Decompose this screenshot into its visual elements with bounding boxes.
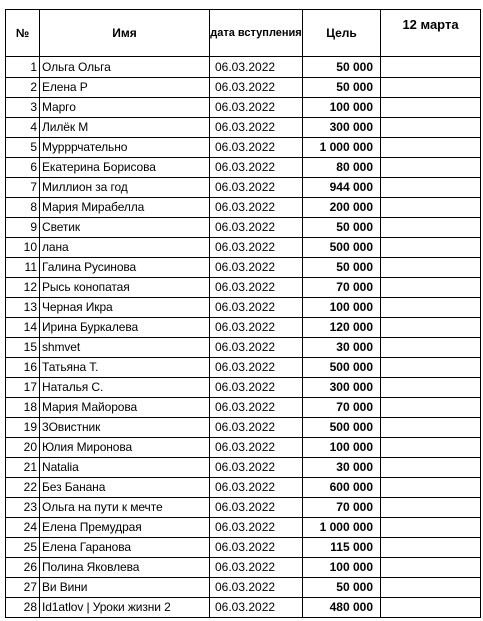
table-row (6, 338, 481, 358)
march-12-cell[interactable] (381, 378, 481, 398)
row-number-cell[interactable]: 17 (6, 378, 40, 398)
table-row (6, 498, 481, 518)
row-number-cell[interactable]: 23 (6, 498, 40, 518)
goal-cell[interactable]: 500 000 (303, 418, 381, 438)
join-date-cell[interactable]: 06.03.2022 (210, 158, 303, 178)
march-12-cell[interactable] (381, 78, 481, 98)
member-name-cell[interactable]: Мария Мирабелла (40, 198, 210, 218)
join-date-cell[interactable]: 06.03.2022 (210, 238, 303, 258)
table-row (6, 358, 481, 378)
table-row (6, 218, 481, 238)
march-12-cell[interactable] (381, 498, 481, 518)
member-name-cell[interactable]: Полина Яковлева (40, 558, 210, 578)
row-number-cell[interactable]: 12 (6, 278, 40, 298)
row-number-cell[interactable]: 2 (6, 78, 40, 98)
march-12-cell[interactable] (381, 178, 481, 198)
member-name-cell[interactable]: Ольга на пути к мечте (40, 498, 210, 518)
table-body (6, 57, 481, 618)
goal-cell[interactable]: 50 000 (303, 57, 381, 78)
march-12-cell[interactable] (381, 238, 481, 258)
join-date-cell[interactable]: 06.03.2022 (210, 218, 303, 238)
row-number-cell[interactable]: 13 (6, 298, 40, 318)
member-name-cell[interactable]: Елена Р (40, 78, 210, 98)
member-name-cell[interactable]: Марго (40, 98, 210, 118)
march-12-cell[interactable] (381, 118, 481, 138)
goal-cell[interactable]: 70 000 (303, 278, 381, 298)
join-date-cell[interactable]: 06.03.2022 (210, 98, 303, 118)
join-date-cell[interactable]: 06.03.2022 (210, 318, 303, 338)
member-name-cell[interactable]: shmvet (40, 338, 210, 358)
member-name-cell[interactable]: Елена Премудрая (40, 518, 210, 538)
march-12-cell[interactable] (381, 158, 481, 178)
table-row (6, 538, 481, 558)
header-name[interactable]: Имя (40, 10, 210, 57)
goal-cell[interactable]: 100 000 (303, 98, 381, 118)
march-12-cell[interactable] (381, 478, 481, 498)
member-name-cell[interactable]: Ви Вини (40, 578, 210, 598)
member-name-cell[interactable]: Юлия Миронова (40, 438, 210, 458)
row-number-cell[interactable]: 11 (6, 258, 40, 278)
goal-cell[interactable]: 70 000 (303, 398, 381, 418)
goal-cell[interactable]: 50 000 (303, 218, 381, 238)
members-table (5, 9, 481, 618)
join-date-cell[interactable]: 06.03.2022 (210, 538, 303, 558)
member-name-cell[interactable]: Светик (40, 218, 210, 238)
march-12-cell[interactable] (381, 438, 481, 458)
join-date-cell[interactable]: 06.03.2022 (210, 598, 303, 618)
join-date-cell[interactable]: 06.03.2022 (210, 518, 303, 538)
march-12-cell[interactable] (381, 218, 481, 238)
row-number-cell[interactable]: 22 (6, 478, 40, 498)
member-name-cell[interactable]: Екатерина Борисова (40, 158, 210, 178)
member-name-cell[interactable]: Id1atlov | Уроки жизни 2 (40, 598, 210, 618)
march-12-cell[interactable] (381, 138, 481, 158)
table-row (6, 438, 481, 458)
table-row (6, 158, 481, 178)
table-row (6, 278, 481, 298)
member-name-cell[interactable]: Natalia (40, 458, 210, 478)
march-12-cell[interactable] (381, 398, 481, 418)
table-row (6, 458, 481, 478)
join-date-cell[interactable]: 06.03.2022 (210, 178, 303, 198)
spreadsheet (5, 9, 481, 618)
goal-cell[interactable]: 50 000 (303, 578, 381, 598)
member-name-cell[interactable]: 3Овистник (40, 418, 210, 438)
member-name-cell[interactable]: Мария Майорова (40, 398, 210, 418)
goal-cell[interactable]: 70 000 (303, 498, 381, 518)
member-name-cell[interactable]: Рысь конопатая (40, 278, 210, 298)
join-date-cell[interactable]: 06.03.2022 (210, 398, 303, 418)
join-date-cell[interactable]: 06.03.2022 (210, 78, 303, 98)
goal-cell[interactable]: 50 000 (303, 258, 381, 278)
row-number-cell[interactable]: 20 (6, 438, 40, 458)
march-12-cell[interactable] (381, 598, 481, 618)
member-name-cell[interactable]: Миллион за год (40, 178, 210, 198)
goal-cell[interactable]: 300 000 (303, 378, 381, 398)
table-row (6, 518, 481, 538)
goal-cell[interactable]: 100 000 (303, 298, 381, 318)
row-number-cell[interactable]: 14 (6, 318, 40, 338)
row-number-cell[interactable]: 10 (6, 238, 40, 258)
goal-cell[interactable]: 50 000 (303, 78, 381, 98)
goal-cell[interactable]: 30 000 (303, 458, 381, 478)
march-12-cell[interactable] (381, 338, 481, 358)
march-12-cell[interactable] (381, 458, 481, 478)
goal-cell[interactable]: 500 000 (303, 238, 381, 258)
member-name-cell[interactable]: Татьяна Т. (40, 358, 210, 378)
table-row (6, 57, 481, 78)
march-12-cell[interactable] (381, 258, 481, 278)
march-12-cell[interactable] (381, 358, 481, 378)
row-number-cell[interactable]: 27 (6, 578, 40, 598)
table-row (6, 558, 481, 578)
march-12-cell[interactable] (381, 518, 481, 538)
member-name-cell[interactable]: Лилёк М (40, 118, 210, 138)
table-row (6, 398, 481, 418)
join-date-cell[interactable]: 06.03.2022 (210, 418, 303, 438)
row-number-cell[interactable]: 1 (6, 57, 40, 78)
member-name-cell[interactable]: Мурррчательно (40, 138, 210, 158)
join-date-cell[interactable]: 06.03.2022 (210, 358, 303, 378)
march-12-cell[interactable] (381, 538, 481, 558)
join-date-cell[interactable]: 06.03.2022 (210, 338, 303, 358)
row-number-cell[interactable]: 26 (6, 558, 40, 578)
row-number-cell[interactable]: 18 (6, 398, 40, 418)
join-date-cell[interactable]: 06.03.2022 (210, 198, 303, 218)
goal-cell[interactable]: 115 000 (303, 538, 381, 558)
march-12-cell[interactable] (381, 198, 481, 218)
join-date-cell[interactable]: 06.03.2022 (210, 478, 303, 498)
table-row (6, 318, 481, 338)
goal-cell[interactable]: 100 000 (303, 438, 381, 458)
march-12-cell[interactable] (381, 98, 481, 118)
goal-cell[interactable]: 1 000 000 (303, 518, 381, 538)
row-number-cell[interactable]: 8 (6, 198, 40, 218)
goal-cell[interactable]: 200 000 (303, 198, 381, 218)
goal-cell[interactable]: 1 000 000 (303, 138, 381, 158)
table-row (6, 138, 481, 158)
table-row (6, 258, 481, 278)
join-date-cell[interactable]: 06.03.2022 (210, 438, 303, 458)
goal-cell[interactable]: 80 000 (303, 158, 381, 178)
row-number-cell[interactable]: 5 (6, 138, 40, 158)
member-name-cell[interactable]: Ольга Ольга (40, 57, 210, 78)
goal-cell[interactable]: 944 000 (303, 178, 381, 198)
header-day[interactable]: 12 марта (381, 10, 481, 57)
march-12-cell[interactable] (381, 558, 481, 578)
row-number-cell[interactable]: 4 (6, 118, 40, 138)
march-12-cell[interactable] (381, 278, 481, 298)
table-row (6, 598, 481, 618)
join-date-cell[interactable]: 06.03.2022 (210, 578, 303, 598)
table-row (6, 98, 481, 118)
table-row (6, 178, 481, 198)
row-number-cell[interactable]: 25 (6, 538, 40, 558)
row-number-cell[interactable]: 9 (6, 218, 40, 238)
member-name-cell[interactable]: Ирина Буркалева (40, 318, 210, 338)
header-goal[interactable]: Цель (303, 10, 381, 57)
goal-cell[interactable]: 480 000 (303, 598, 381, 618)
member-name-cell[interactable]: Без Банана (40, 478, 210, 498)
row-number-cell[interactable]: 6 (6, 158, 40, 178)
join-date-cell[interactable]: 06.03.2022 (210, 138, 303, 158)
goal-cell[interactable]: 30 000 (303, 338, 381, 358)
table-row (6, 298, 481, 318)
join-date-cell[interactable]: 06.03.2022 (210, 558, 303, 578)
header-row (6, 10, 481, 57)
header-num[interactable]: № (6, 10, 40, 57)
table-row (6, 78, 481, 98)
join-date-cell[interactable]: 06.03.2022 (210, 498, 303, 518)
member-name-cell[interactable]: Галина Русинова (40, 258, 210, 278)
table-row (6, 578, 481, 598)
table-row (6, 478, 481, 498)
member-name-cell[interactable]: Наталья С. (40, 378, 210, 398)
march-12-cell[interactable] (381, 298, 481, 318)
goal-cell[interactable]: 600 000 (303, 478, 381, 498)
join-date-cell[interactable]: 06.03.2022 (210, 298, 303, 318)
table-row (6, 118, 481, 138)
member-name-cell[interactable]: Черная Икра (40, 298, 210, 318)
join-date-cell[interactable]: 06.03.2022 (210, 118, 303, 138)
table-row (6, 418, 481, 438)
row-number-cell[interactable]: 24 (6, 518, 40, 538)
table-row (6, 238, 481, 258)
march-12-cell[interactable] (381, 57, 481, 78)
goal-cell[interactable]: 120 000 (303, 318, 381, 338)
header-date[interactable]: дата вступления (210, 10, 303, 57)
join-date-cell[interactable]: 06.03.2022 (210, 458, 303, 478)
table-row (6, 378, 481, 398)
march-12-cell[interactable] (381, 418, 481, 438)
join-date-cell[interactable]: 06.03.2022 (210, 57, 303, 78)
member-name-cell[interactable]: Елена Гаранова (40, 538, 210, 558)
row-number-cell[interactable]: 21 (6, 458, 40, 478)
march-12-cell[interactable] (381, 578, 481, 598)
row-number-cell[interactable]: 28 (6, 598, 40, 618)
row-number-cell[interactable]: 16 (6, 358, 40, 378)
join-date-cell[interactable]: 06.03.2022 (210, 378, 303, 398)
goal-cell[interactable]: 300 000 (303, 118, 381, 138)
member-name-cell[interactable]: лана (40, 238, 210, 258)
row-number-cell[interactable]: 19 (6, 418, 40, 438)
row-number-cell[interactable]: 3 (6, 98, 40, 118)
join-date-cell[interactable]: 06.03.2022 (210, 258, 303, 278)
goal-cell[interactable]: 500 000 (303, 358, 381, 378)
row-number-cell[interactable]: 7 (6, 178, 40, 198)
table-row (6, 198, 481, 218)
row-number-cell[interactable]: 15 (6, 338, 40, 358)
goal-cell[interactable]: 100 000 (303, 558, 381, 578)
march-12-cell[interactable] (381, 318, 481, 338)
join-date-cell[interactable]: 06.03.2022 (210, 278, 303, 298)
